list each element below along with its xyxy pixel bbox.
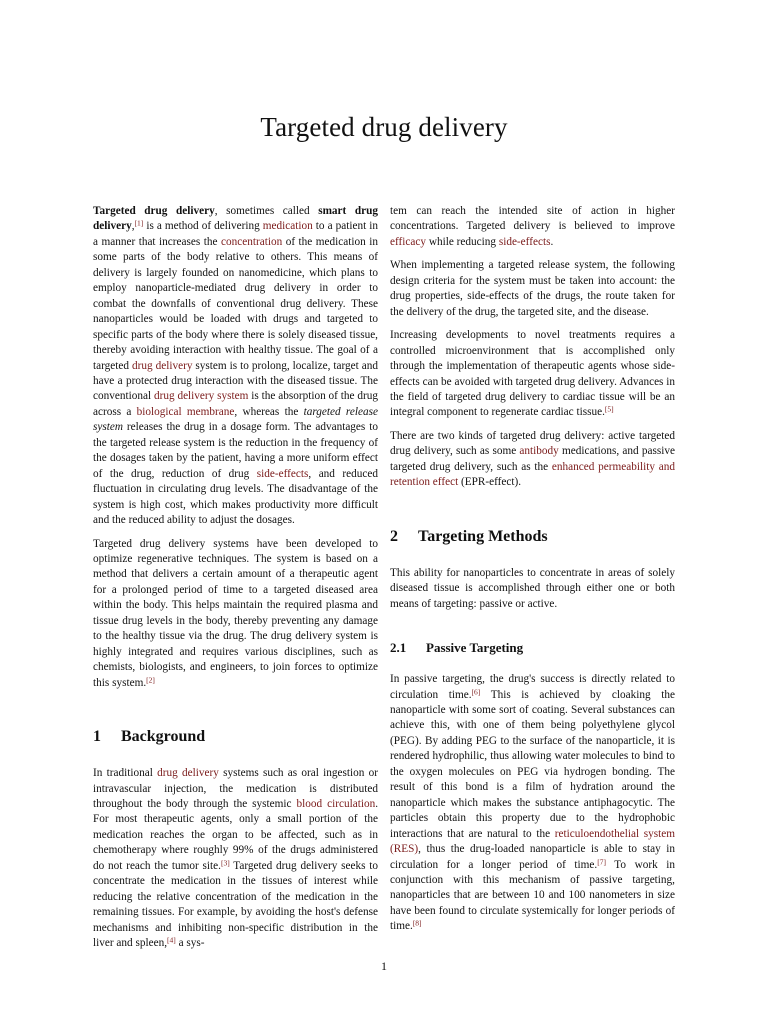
paragraph: There are two kinds of targeted drug delivery: active targeted drug delivery, such as some antibody medications, and passive targeted drug delivery, such as the enhanced permeability and retention effect (EPR-effect). [390,429,676,489]
page-title: Targeted drug delivery [260,112,508,142]
page-number: 1 [381,959,387,973]
paragraph: Targeted drug delivery systems have been developed to optimize regenerative techniques. The system is based on a method that delivers a certain amount of a therapeutic agent for a prolonged period of time to a targeted diseased area within the body. This helps maintain the required plasma and tissue drug levels in the body, thereby preventing any damage to the healthy tissue via the drug. The drug delivery system is highly integrated and requires various disciplines, such as chemists, biologists, and engineers, to join forces to optimize this system.[2] [93,537,378,689]
paragraph: When implementing a targeted release system, the following design criteria for the system must be taken into account: the drug properties, side-effects of the drugs, the route taken for the delivery of the drug, the targeted site, and the disease. [390,259,675,318]
wiki-link[interactable]: medication [262,220,313,233]
term-italic: targeted release system [93,405,378,434]
wiki-link[interactable]: blood circulation [296,797,376,810]
wiki-link[interactable]: drug delivery [132,359,193,372]
wiki-link[interactable]: reticuloendothelial system (RES) [390,827,675,856]
section-heading-targeting-methods: 2 Targeting Methods [390,527,548,545]
wiki-link[interactable]: side-effects [498,235,551,248]
citation-link[interactable]: [2] [146,675,155,685]
wiki-link[interactable]: efficacy [390,235,427,248]
term-bold: Targeted drug delivery [93,205,215,217]
citation-link[interactable]: [6] [471,687,481,697]
wiki-link[interactable]: drug delivery [157,767,219,780]
left-column [93,204,378,959]
right-column [390,204,675,943]
paragraph: This ability for nanoparticles to concentrate in areas of solely diseased tissue is accomplished through either one or both means of targeting: passive or active. [390,566,675,610]
wiki-link[interactable]: side-effects [256,467,309,480]
wiki-link[interactable]: antibody [519,445,559,458]
paragraph: In passive targeting, the drug's success is directly related to circulation time.[6] This is achieved by cloaking the nanoparticle with some sort of coating. Several substances can achieve this, with one of them being polyethylene glycol (PEG). By adding PEG to the surface of the nanoparticle, it is rendered hydrophilic, thus allowing water molecules to bind to the oxygen molecules on PEG via hydrogen bonding. The result of this bond is a film of hydration around the nanoparticle which makes the substance antiphagocytic. The particles obtain this property due to the hydrophobic interactions that are natural to the reticuloendothelial system (RES), thus the drug-loaded nanoparticle is able to stay in circulation for a longer period of time.[7] To work in conjunction with this mechanism of passive targeting, nanoparticles that are between 10 and 100 nanometers in size have been found to circulate systemically for longer periods of time.[8] [390,673,675,933]
paragraph: Increasing developments to novel treatments requires a controlled microenvironment that is accomplished only through the implementation of therapeutic agents whose side-effects can be avoided with targeted drug delivery. Advances in the field of targeted drug delivery to cardiac tissue will be an integral component to regenerate cardiac tissue.[5] [390,329,676,419]
citation-link[interactable]: [4] [167,935,176,945]
section-heading-background: 1 Background [93,728,206,746]
citation-link[interactable]: [1] [134,218,144,228]
citation-link[interactable]: [5] [604,404,614,414]
wiki-link[interactable]: concentration [220,235,283,248]
paragraph: tem can reach the intended site of action in higher concentrations. Targeted delivery is believed to improve efficacy while reducing side-effects. [390,205,675,248]
term-bold: smart drug delivery [93,205,378,233]
subsection-heading-passive-targeting: 2.1 Passive Targeting [390,640,524,656]
wiki-link[interactable]: drug delivery system [153,390,249,403]
citation-link[interactable]: [8] [412,918,422,928]
wiki-link[interactable]: enhanced permeability and retention effect [390,460,676,489]
paragraph: In traditional drug delivery systems such as oral ingestion or intravascular injection, the medication is distributed throughout the body through the systemic blood circulation. For most therapeutic agents, only a small portion of the medication reaches the organ to be affected, such as in chemotherapy where roughly 99% of the drugs administered do not reach the tumor site.[3] Targeted drug delivery seeks to concentrate the medication in the tissues of interest while reducing the relative concentration of the medication in the remaining tissues. For example, by avoiding the host's defense mechanisms and inhibiting non-specific distribution in the liver and spleen,[4] a sys- [93,767,379,950]
intro-paragraph: Targeted drug delivery, sometimes called smart drug delivery,[1] is a method of delivering medication to a patient in a manner that increases the concentration of the medication in some parts of the body relative to others. This means of delivery is largely founded on nanomedicine, which plans to employ nanoparticle-mediated drug delivery in order to combat the downfalls of conventional drug delivery. These nanoparticles would be loaded with drugs and targeted to specific parts of the body where there is solely diseased tissue, thereby avoiding interaction with healthy tissue. The goal of a targeted drug delivery system is to prolong, localize, target and have a protected drug interaction with the diseased tissue. The conventional drug delivery system is the absorption of the drug across a biological membrane, whereas the targeted release system releases the drug in a dosage form. The advantages to the targeted release system is the reduction in the frequency of the dosages taken by the patient, having a more uniform effect of the drug, reduction of drug side-effects, and reduced fluctuation in circulating drug levels. The disadvantage of the system is high cost, which makes productivity more difficult and the reduced ability to adjust the dosages. [93,205,379,527]
wiki-link[interactable]: biological membrane [136,405,235,418]
citation-link[interactable]: [3] [220,858,230,868]
citation-link[interactable]: [7] [597,857,606,866]
